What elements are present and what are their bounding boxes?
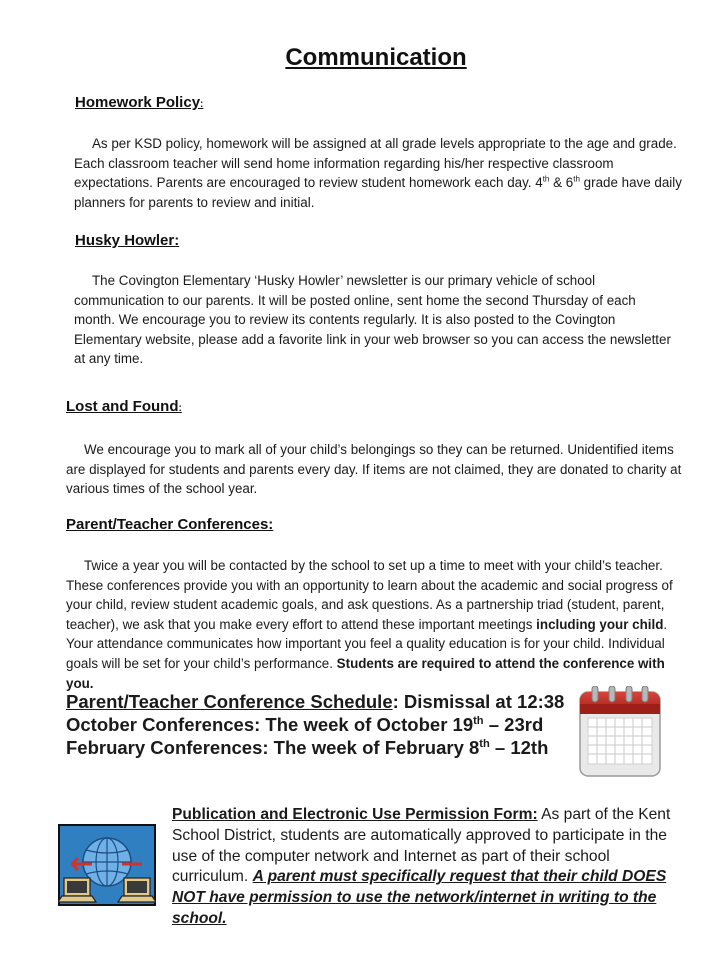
computer-network-icon: [58, 824, 156, 906]
conferences-heading: Parent/Teacher Conferences:: [66, 516, 274, 533]
publication-permission-text: Publication and Electronic Use Permission Form: As part of the Kent School District, students are automatically approved to participate in the use of the computer network and Internet as part of their school curriculum. A parent must specifically request that their child DOES NOT have permission to use the network/internet in writing to the school.: [172, 806, 671, 927]
schedule-title: Parent/Teacher Conference Schedule: Dismissal at 12:38: [66, 691, 565, 712]
february-conferences: February Conferences: The week of February 8th – 12th: [66, 737, 549, 758]
husky-howler-text: The Covington Elementary ‘Husky Howler’ newsletter is our primary vehicle of school communication to our parents. It will be posted online, sent home the second Thursday of each month. We encourage you to review its contents regularly. It is also posted to the Covington Elementary website, please add a favorite link in your web browser so you can access the newsletter at any time.: [74, 273, 671, 367]
calendar-icon: [578, 686, 662, 778]
homework-text: As per KSD policy, homework will be assigned at all grade levels appropriate to the age and grade. Each classroom teacher will send home information regarding his/her respective classroom expectations. Parents are encouraged to review student homework each day. 4th & 6th grade have daily planners for parents to review and initial.: [74, 136, 682, 210]
homework-heading: Homework Policy:: [75, 94, 204, 111]
conference-schedule: [66, 690, 564, 759]
lost-found-text: We encourage you to mark all of your child’s belongings so they can be returned. Unidentified items are displayed for students and parents every day. If items are not claimed, they are donated to charity at various times of the school year.: [66, 442, 682, 497]
page-title: Communication: [285, 44, 467, 71]
october-conferences: October Conferences: The week of October 19th – 23rd: [66, 714, 544, 735]
husky-howler-heading: Husky Howler:: [75, 232, 180, 249]
conferences-text: Twice a year you will be contacted by the school to set up a time to meet with your child’s teacher. These conferences provide you with an opportunity to learn about the academic and social progress of your child, review student academic goals, and ask questions. As a partnership triad (student, parent, teacher), we ask that you make every effort to attend these important meetings including your child. Your attendance communicates how important you feel a quality education is for your child. Individual goals will be set for your child’s performance. Students are required to attend the conference with you.: [66, 558, 673, 691]
lost-found-heading: Lost and Found:: [66, 398, 182, 415]
